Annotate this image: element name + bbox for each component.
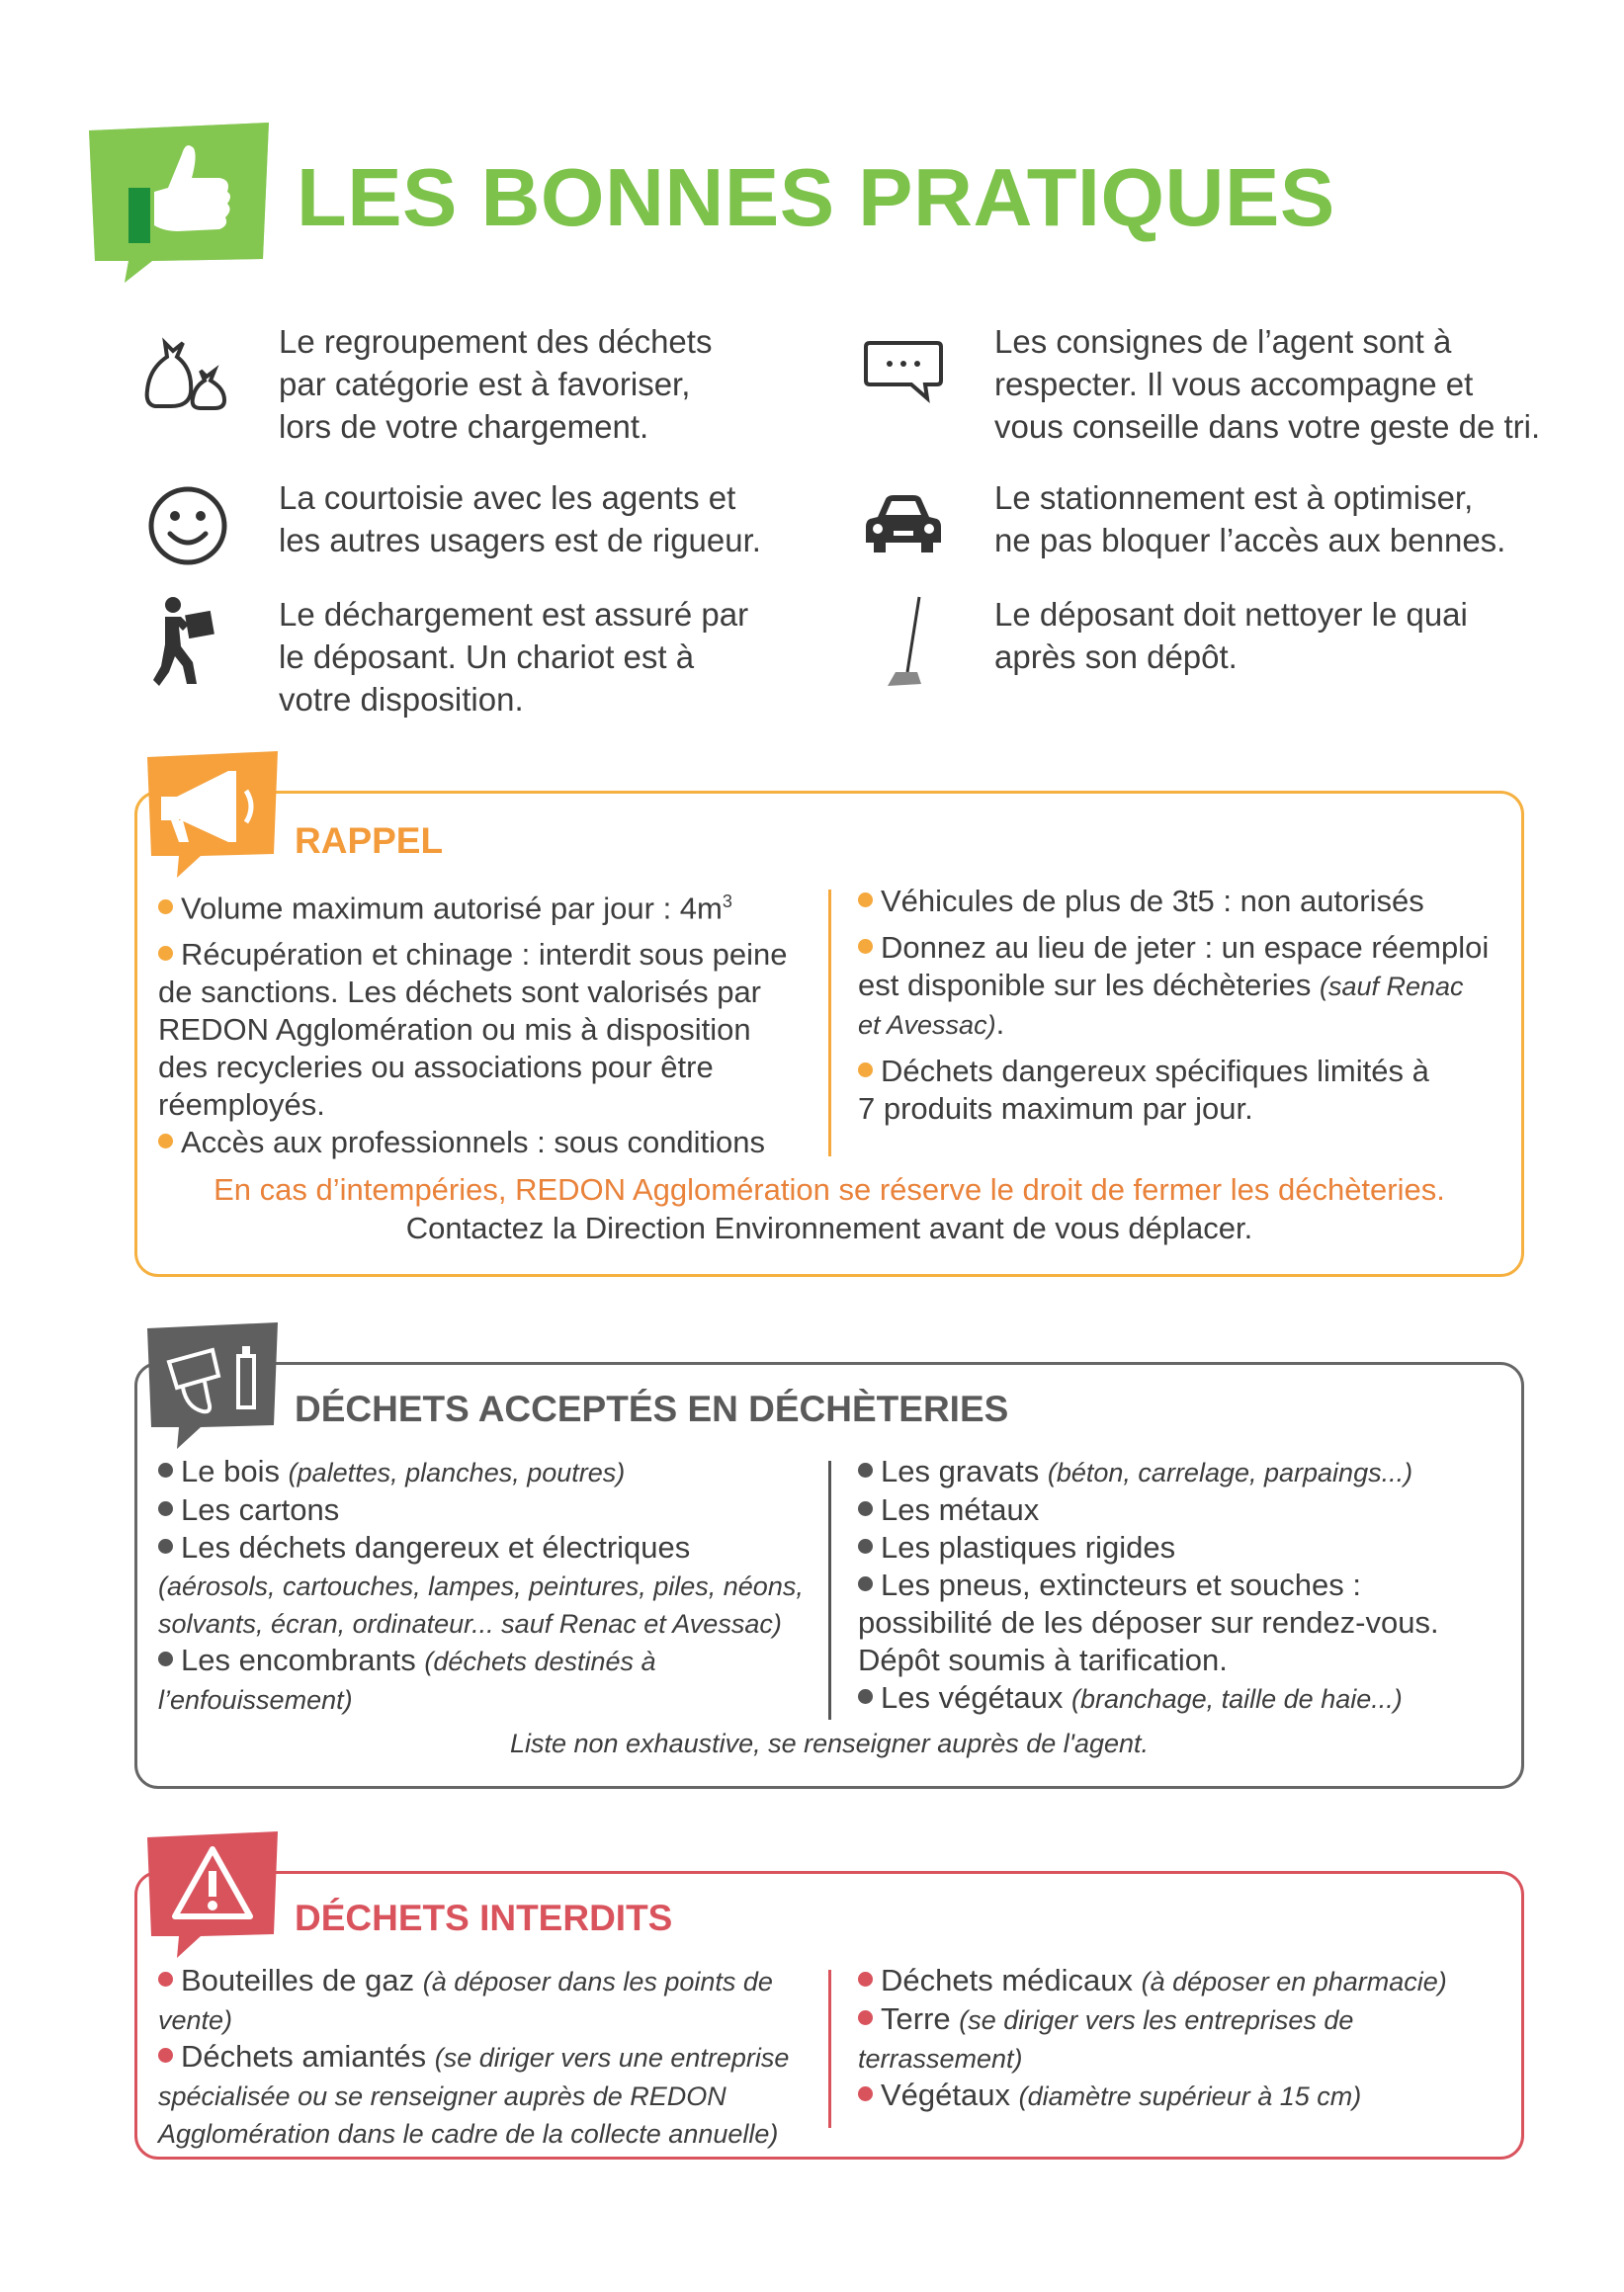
column-divider	[828, 1970, 831, 2128]
list-item-note: (se diriger vers une entreprise	[434, 2043, 790, 2073]
practice-text-line: Le déchargement est assuré par	[279, 596, 749, 633]
practice-text-line: Le déposant doit nettoyer le quai	[994, 596, 1468, 633]
list-item-text: Déchets amiantés	[181, 2039, 435, 2074]
megaphone-icon	[143, 751, 280, 878]
list-item	[158, 936, 830, 1124]
list-item-note: (à déposer dans les points de	[422, 1967, 773, 1996]
column-divider	[828, 1461, 831, 1720]
rappel-left-column	[158, 883, 830, 1170]
paint-spray-badge	[143, 1322, 280, 1449]
list-item-text: Déchets médicaux	[881, 1963, 1142, 1997]
practice-text-line: votre disposition.	[279, 681, 524, 718]
list-item-text: réemployés.	[158, 1087, 325, 1123]
list-item	[858, 1962, 1510, 2000]
accepted-title: DÉCHETS ACCEPTÉS EN DÉCHÈTERIES	[295, 1389, 1009, 1429]
list-item-text: Terre	[881, 2001, 960, 2036]
practice-grouping	[138, 320, 712, 448]
thumbs-up-icon	[83, 123, 271, 283]
smiley-icon	[138, 476, 237, 575]
broom-icon	[854, 593, 953, 692]
weather-notice: En cas d’intempéries, REDON Agglomération se réserve le droit de fermer les déchèteries.	[214, 1172, 1445, 1207]
list-item-text: Donnez au lieu de jeter : un espace réemploi	[881, 930, 1490, 965]
list-item	[858, 1567, 1510, 1679]
list-item	[158, 1642, 840, 1719]
list-item-note: (à déposer en pharmacie)	[1141, 1967, 1447, 1996]
paint-spray-icon	[143, 1322, 280, 1449]
practice-text-line: Le stationnement est à optimiser,	[994, 479, 1474, 516]
list-item	[158, 1491, 840, 1529]
list-item	[858, 1491, 1510, 1529]
list-item-note: (branchage, taille de haie...)	[1071, 1684, 1403, 1714]
list-item-text: de sanctions. Les déchets sont valorisés par	[158, 975, 762, 1010]
list-item-text: 7 produits maximum par jour.	[858, 1091, 1253, 1126]
forbidden-title: DÉCHETS INTERDITS	[295, 1898, 673, 1938]
accepted-footnote: Liste non exhaustive, se renseigner auprès de l'agent.	[509, 1729, 1150, 1758]
column-divider	[828, 890, 831, 1156]
list-item-text: des recycleries ou associations pour être	[158, 1050, 714, 1085]
practice-text-line: La courtoisie avec les agents et	[279, 479, 736, 516]
list-item-text: Les encombrants	[181, 1643, 425, 1677]
list-item	[858, 1453, 1510, 1491]
practice-text-line: vous conseille dans votre geste de tri.	[994, 408, 1541, 445]
practice-text-line: respecter. Il vous accompagne et	[994, 366, 1474, 402]
list-item	[858, 2000, 1510, 2077]
list-item-text: REDON Agglomération ou mis à disposition	[158, 1012, 751, 1048]
list-item-note: spécialisée ou se renseigner auprès de REDON	[158, 2081, 727, 2111]
warning-icon	[143, 1831, 280, 1958]
megaphone-badge	[143, 751, 280, 878]
list-item-text: Les pneus, extincteurs et souches :	[881, 1568, 1361, 1602]
practice-text-line: lors de votre chargement.	[279, 408, 649, 445]
list-item	[158, 883, 830, 927]
list-item-note: solvants, écran, ordinateur... sauf Renac et Avessac)	[158, 1609, 782, 1639]
list-item-note: (se diriger vers les entreprises de	[959, 2005, 1354, 2035]
list-item-note: (béton, carrelage, parpaings...)	[1047, 1458, 1413, 1487]
accepted-left-column	[158, 1453, 840, 1719]
practice-courtesy	[138, 476, 761, 575]
list-item-text: Récupération et chinage : interdit sous peine	[181, 937, 788, 973]
list-item	[858, 2077, 1510, 2115]
accepted-right-column	[858, 1453, 1510, 1718]
list-item	[158, 1962, 840, 2038]
rappel-right-column	[858, 883, 1510, 1137]
list-item-text: Dépôt soumis à tarification.	[858, 1643, 1228, 1677]
list-item-text: Les déchets dangereux et électriques	[181, 1530, 691, 1565]
list-item-text: Volume maximum autorisé par jour : 4m	[181, 891, 723, 926]
contact-notice: Contactez la Direction Environnement avant de vous déplacer.	[405, 1211, 1253, 1245]
list-item-note: (palettes, planches, poutres)	[288, 1458, 626, 1487]
forbidden-left-column	[158, 1962, 840, 2152]
list-item-text: possibilité de les déposer sur rendez-vous.	[858, 1605, 1439, 1640]
practice-unloading	[138, 593, 748, 721]
list-item-note: (déchets destinés à	[424, 1647, 656, 1676]
list-item-note: (aérosols, cartouches, lampes, peintures, piles, néons,	[158, 1571, 804, 1601]
list-item	[158, 2038, 840, 2152]
list-item-text: est disponible sur les déchèteries	[858, 968, 1320, 1002]
warning-badge	[143, 1831, 280, 1958]
practice-text-line: les autres usagers est de rigueur.	[279, 522, 761, 558]
page-title: LES BONNES PRATIQUES	[297, 151, 1335, 243]
waste-bags-icon	[138, 320, 237, 419]
list-item-text: .	[995, 1006, 1005, 1041]
forbidden-right-column	[858, 1962, 1510, 2115]
practice-parking	[854, 476, 1505, 575]
list-item-text: Les cartons	[181, 1492, 340, 1527]
list-item	[858, 883, 1510, 920]
list-item	[158, 1124, 830, 1161]
list-item-text: Les végétaux	[881, 1680, 1072, 1715]
list-item-note: l’enfouissement)	[158, 1685, 353, 1715]
list-item	[858, 1053, 1510, 1128]
list-item-note: (diamètre supérieur à 15 cm)	[1018, 2081, 1362, 2111]
list-item-note: terrassement)	[858, 2044, 1023, 2074]
list-item-note: vente)	[158, 2005, 233, 2035]
car-icon	[854, 476, 953, 575]
practice-text-line: après son dépôt.	[994, 638, 1238, 675]
list-item	[858, 929, 1510, 1044]
superscript: 3	[722, 891, 732, 911]
list-item	[858, 1679, 1510, 1718]
thumbs-up-badge	[83, 123, 271, 283]
list-item-text: Les gravats	[881, 1454, 1048, 1488]
practice-text-line: Le regroupement des déchets	[279, 323, 713, 360]
practice-text-line: ne pas bloquer l’accès aux bennes.	[994, 522, 1506, 558]
list-item-text: Déchets dangereux spécifiques limités à	[881, 1054, 1429, 1088]
practice-instructions	[854, 320, 1540, 448]
list-item	[158, 1453, 840, 1491]
rappel-title: RAPPEL	[295, 820, 444, 861]
person-carrying-icon	[138, 593, 237, 692]
list-item-text: Véhicules de plus de 3t5 : non autorisés	[881, 884, 1424, 918]
list-item-text: Bouteilles de gaz	[181, 1963, 423, 1997]
list-item-text: Végétaux	[881, 2078, 1019, 2112]
list-item	[858, 1529, 1510, 1567]
speech-bubble-icon	[854, 320, 953, 419]
list-item	[158, 1529, 840, 1642]
list-item-text: Les plastiques rigides	[881, 1530, 1176, 1565]
practice-text-line: par catégorie est à favoriser,	[279, 366, 691, 402]
list-item-text: Les métaux	[881, 1492, 1040, 1527]
practice-text-line: le déposant. Un chariot est à	[279, 638, 695, 675]
list-item-note: et Avessac)	[858, 1010, 996, 1040]
list-item-note: Agglomération dans le cadre de la collecte annuelle)	[158, 2119, 779, 2149]
practice-cleaning	[854, 593, 1468, 692]
list-item-text: Le bois	[181, 1454, 289, 1488]
list-item-note: (sauf Renac	[1319, 972, 1464, 1001]
practice-text-line: Les consignes de l’agent sont à	[994, 323, 1452, 360]
list-item-text: Accès aux professionnels : sous conditions	[181, 1125, 766, 1160]
